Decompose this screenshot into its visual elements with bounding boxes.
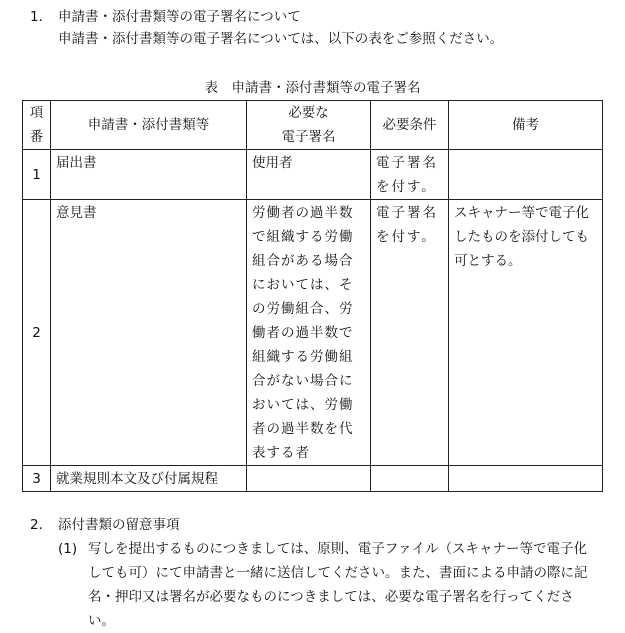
section-1 — [30, 6, 503, 50]
header-no: 項 番 — [23, 101, 51, 150]
table-row — [23, 466, 603, 492]
row-note: スキャナー等で電子化したものを添付しても可とする。 — [449, 200, 603, 466]
section-2-number: 2． — [30, 517, 53, 533]
row-no: 2 — [23, 200, 51, 466]
table-header-row — [23, 101, 603, 150]
header-note: 備考 — [449, 101, 603, 150]
section-2-heading — [30, 513, 610, 537]
table-row — [23, 150, 603, 200]
header-signature: 必要な 電子署名 — [247, 101, 371, 150]
row-signature — [247, 466, 371, 492]
item-1-number: (1) — [58, 541, 78, 557]
section-2-item-1 — [58, 537, 610, 633]
row-document: 意見書 — [51, 200, 247, 466]
row-condition: 電子署名を付す。 — [371, 200, 449, 466]
row-note — [449, 466, 603, 492]
row-condition — [371, 466, 449, 492]
item-1-text: 写しを提出するものにつきましては、原則、電子ファイル（スキャナー等で電子化しても可）にて申請書と一緒に送信してください。また、書面による申請の際に記名・押印又は署名が必要なものにつきましては、必要な電子署名を行ってください。 — [88, 541, 588, 629]
section-1-number: 1． — [30, 9, 53, 25]
row-document: 届出書 — [51, 150, 247, 200]
row-no: 3 — [23, 466, 51, 492]
table-caption: 表 申請書・添付書類等の電子署名 — [204, 80, 421, 96]
signature-table — [22, 100, 603, 492]
header-document: 申請書・添付書類等 — [51, 101, 247, 150]
row-note — [449, 150, 603, 200]
section-2 — [30, 513, 610, 633]
row-document: 就業規則本文及び付属規程 — [51, 466, 247, 492]
table-row — [23, 200, 603, 466]
row-signature: 使用者 — [247, 150, 371, 200]
row-signature: 労働者の過半数で組織する労働組合がある場合においては、その労働組合、労働者の過半数で組織する労働組合がない場合においては、労働者の過半数を代表する者 — [247, 200, 371, 466]
section-1-heading — [30, 6, 503, 28]
section-1-title: 申請書・添付書類等の電子署名について — [58, 9, 301, 25]
row-condition: 電子署名を付す。 — [371, 150, 449, 200]
section-2-title: 添付書類の留意事項 — [58, 517, 180, 533]
header-condition: 必要条件 — [371, 101, 449, 150]
row-no: 1 — [23, 150, 51, 200]
section-1-body: 申請書・添付書類等の電子署名については、以下の表をご参照ください。 — [58, 31, 504, 47]
